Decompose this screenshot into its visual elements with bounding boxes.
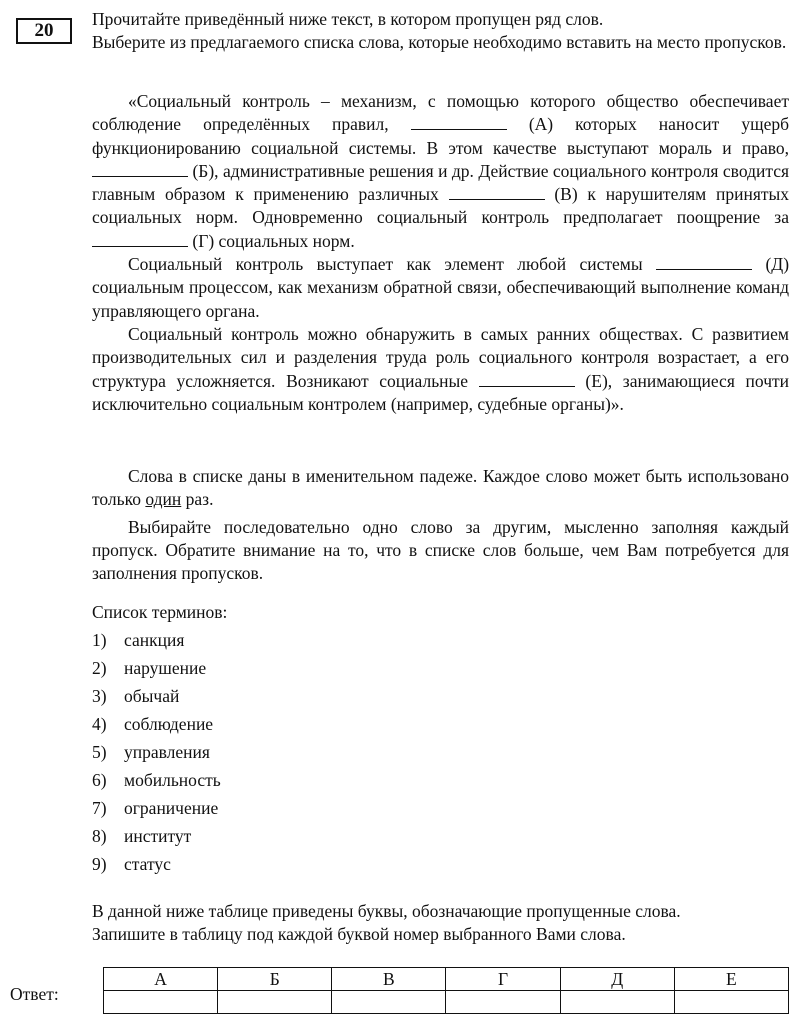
task-number: 20 (34, 20, 54, 41)
answer-cell-d[interactable] (560, 991, 674, 1014)
header-line-2: Выберите из предлагаемого списка слова, которые необходимо вставить на место пропусков. (92, 32, 787, 52)
blank-g[interactable] (92, 232, 188, 247)
task-header (92, 8, 792, 54)
blank-a[interactable] (411, 115, 507, 130)
term-number: 9) (92, 854, 107, 874)
answer-cell-a[interactable] (104, 991, 218, 1014)
answer-letter: Г (446, 968, 560, 991)
instructions (92, 465, 789, 589)
blank-e[interactable] (479, 372, 575, 387)
term-text: институт (124, 826, 192, 846)
passage-paragraph-1 (92, 90, 789, 253)
instruction-text: Слова в списке даны в именительном падеже. Каждое слово может быть использовано только (92, 466, 789, 510)
passage-text: Социальный контроль можно обнаружить в самых ранних обществах. С развитием производительных сил и разделения труда роль социального контроля возрастает, а его структура усложняется. Возникают социальные (92, 323, 789, 391)
term-text: нарушение (124, 658, 207, 678)
term-item (92, 738, 492, 766)
answer-cell-v[interactable] (332, 991, 446, 1014)
passage-text: (А) которых наносит ущерб функционированию социальной системы. В этом качестве выступают мораль и право, (92, 114, 789, 158)
blank-d[interactable] (656, 255, 752, 270)
term-text: мобильность (124, 770, 221, 790)
closing-line-2: Запишите в таблицу под каждой буквой номер выбранного Вами слова. (92, 924, 626, 945)
term-text: обычай (124, 686, 180, 706)
terms-list (92, 600, 492, 878)
answer-letter: В (332, 968, 446, 991)
instruction-paragraph-1 (92, 465, 789, 512)
term-item (92, 794, 492, 822)
header-line-1: Прочитайте приведённый ниже текст, в котором пропущен ряд слов. (92, 9, 604, 29)
term-text: санкция (124, 630, 185, 650)
answer-cell-g[interactable] (446, 991, 560, 1014)
term-item (92, 710, 492, 738)
blank-v[interactable] (449, 185, 545, 200)
instruction-text: раз. (185, 489, 214, 510)
instruction-emphasis: один (145, 489, 182, 510)
term-item (92, 822, 492, 850)
answer-cell-e[interactable] (674, 991, 788, 1014)
term-text: статус (124, 854, 171, 874)
answer-label: Ответ: (10, 984, 59, 1004)
term-item (92, 766, 492, 794)
term-number: 5) (92, 742, 107, 762)
passage-paragraph-3 (92, 323, 789, 416)
passage-text: (Г) социальных норм. (192, 230, 355, 251)
answer-cell-b[interactable] (218, 991, 332, 1014)
passage-text: «Социальный контроль – механизм, с помощью которого общество обеспечивает соблюдение определённых правил, (92, 91, 789, 135)
term-text: ограничение (124, 798, 219, 818)
term-item (92, 682, 492, 710)
passage-text: (Б), административные решения и др. Действие социального контроля сводится главным образом к применению различных (92, 160, 790, 205)
term-number: 2) (92, 658, 107, 678)
task-number-box (16, 18, 72, 44)
passage-text: (Е), занимающиеся почти исключительно социальным контролем (например, судебные органы)». (92, 370, 790, 414)
terms-title: Список терминов: (92, 602, 228, 622)
answer-input-row (104, 991, 789, 1014)
answer-letter: Е (674, 968, 788, 991)
answer-letter: А (104, 968, 218, 991)
closing-instructions (92, 900, 789, 947)
term-number: 8) (92, 826, 107, 846)
term-number: 3) (92, 686, 107, 706)
passage-text: (Д) социальным процессом, как механизм обратной связи, обеспечивающий выполнение команд управляющего органа. (92, 254, 790, 321)
answer-letter: Б (218, 968, 332, 991)
answer-table (103, 967, 789, 1014)
passage-text: Социальный контроль выступает как элемент любой системы (128, 254, 643, 275)
answer-letter: Д (560, 968, 674, 991)
passage-text: (В) к нарушителям принятых социальных норм. Одновременно социальный контроль предполагает поощрение за (92, 184, 790, 228)
passage (92, 90, 789, 416)
instruction-paragraph-2: Выбирайте последовательно одно слово за другим, мысленно заполняя каждый пропуск. Обратите внимание на то, что в списке слов больше, чем Вам потребуется для заполнения пропусков. (92, 516, 789, 584)
term-number: 6) (92, 770, 107, 790)
term-item (92, 654, 492, 682)
term-number: 7) (92, 798, 107, 818)
closing-line-1: В данной ниже таблице приведены буквы, обозначающие пропущенные слова. (92, 901, 681, 921)
term-number: 4) (92, 714, 107, 734)
passage-paragraph-2 (92, 253, 789, 323)
term-item (92, 626, 492, 654)
answer-header-row (104, 968, 789, 991)
term-item (92, 850, 492, 878)
blank-b[interactable] (92, 162, 188, 177)
term-text: соблюдение (124, 714, 214, 734)
term-text: управления (124, 742, 210, 762)
term-number: 1) (92, 630, 107, 650)
